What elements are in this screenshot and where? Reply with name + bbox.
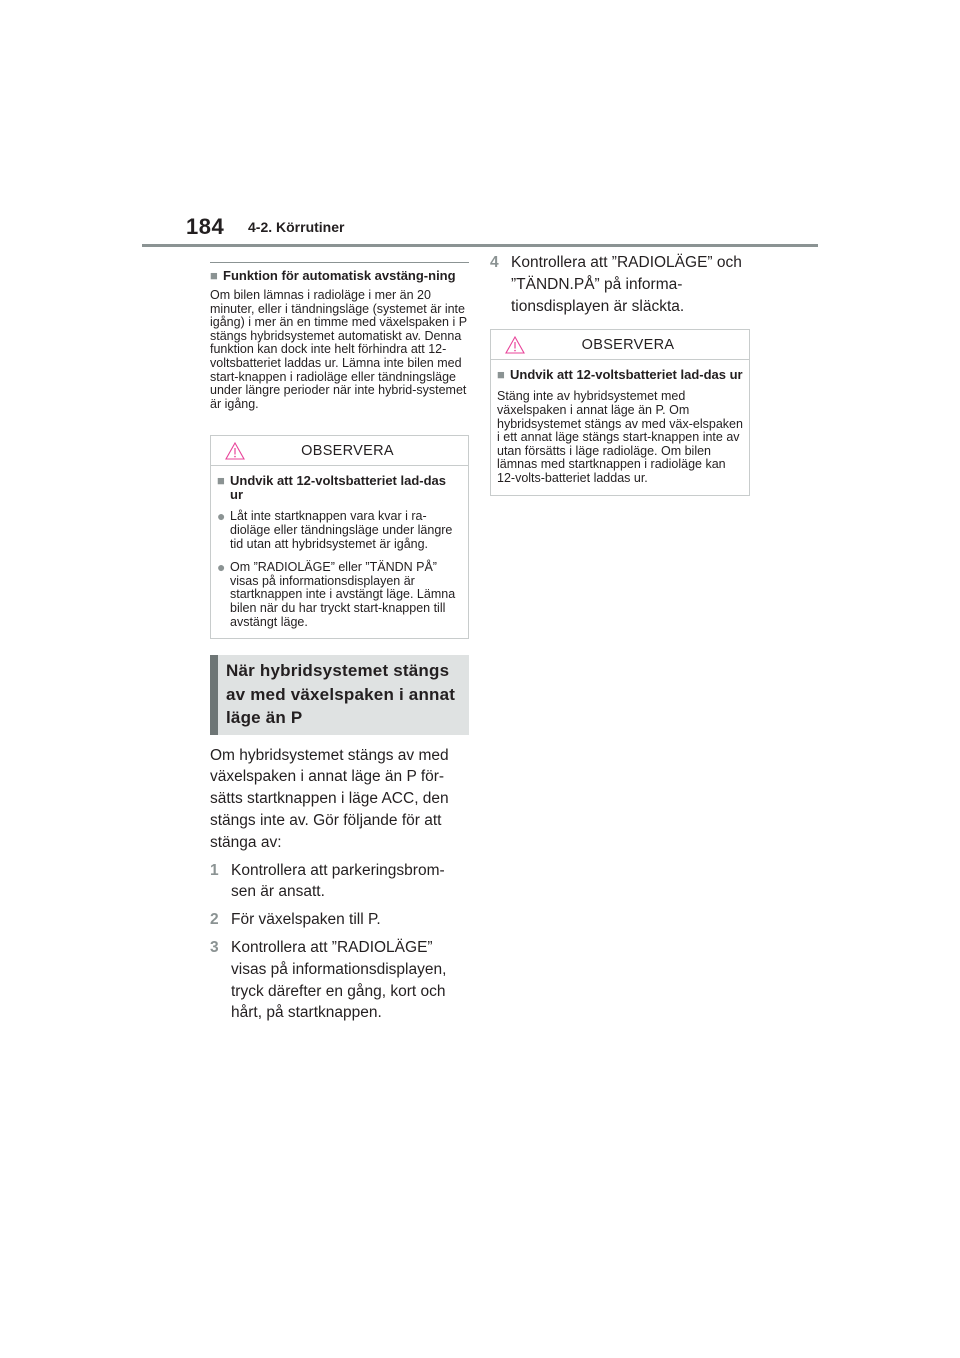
section-divider	[210, 262, 469, 263]
step-text: För växelspaken till P.	[231, 911, 381, 929]
step-item	[210, 860, 469, 904]
caution-box-right	[490, 329, 750, 495]
auto-off-heading	[210, 269, 469, 283]
square-bullet-icon: ■	[217, 473, 225, 489]
step-text: Kontrollera att parkeringsbrom-sen är ansatt.	[231, 861, 445, 901]
caution-label: OBSERVERA	[581, 336, 675, 353]
caution-header	[211, 436, 468, 466]
header-rule	[142, 244, 818, 247]
list-item-text: Om ”RADIOLÄGE” eller ”TÄNDN PÅ” visas på informationsdisplayen är startknappen inte i avstängt läge. Lämna bilen när du har tryckt start-knappen till avstängt läge.	[230, 560, 456, 629]
caution-header	[491, 330, 749, 360]
section-title-box	[210, 655, 469, 735]
caution-body	[491, 360, 749, 494]
step-number: 4	[490, 254, 499, 271]
caution-body	[211, 466, 468, 638]
left-column	[210, 262, 469, 1024]
square-bullet-icon: ■	[210, 268, 218, 283]
step-number: 1	[210, 861, 219, 879]
warning-triangle-icon	[225, 442, 245, 460]
caution-label: OBSERVERA	[301, 442, 394, 459]
auto-off-heading-text: Funktion för automatisk avstäng-ning	[223, 268, 456, 283]
step-number: 3	[210, 938, 219, 956]
step-number: 2	[210, 911, 219, 929]
caution-heading	[497, 368, 743, 382]
step-text: Kontrollera att ”RADIOLÄGE” visas på informationsdisplayen, tryck därefter en gång, kort och hårt, på startknappen.	[231, 938, 447, 1022]
step-text: Kontrollera att ”RADIOLÄGE” och ”TÄNDN.PÅ” på informa-tionsdisplayen är släckta.	[511, 254, 742, 315]
caution-heading	[217, 474, 462, 502]
caution-heading-text: Undvik att 12-voltsbatteriet lad-das ur	[230, 473, 446, 503]
page-number: 184	[186, 214, 225, 239]
round-bullet-icon: ●	[217, 508, 226, 525]
warning-triangle-icon	[505, 336, 525, 354]
caution-box-left	[210, 435, 469, 639]
intro-paragraph: Om hybridsystemet stängs av med växelspaken i annat läge än P för-sätts startknappen i läge ACC, den stängs inte av. Gör följande för att stänga av:	[210, 746, 449, 851]
auto-off-body: Om bilen lämnas i radioläge i mer än 20 minuter, eller i tändningsläge (systemet är inte igång) i mer än en timme med växelspaken i P stängs hybridsystemet automatiskt av. Denna funktion kan dock inte helt förhindra att 12-voltsbatteriet laddas ur. Lämna inte bilen med start-knappen i radioläge eller tändningsläge under längre perioder när inte hybrid-systemet är igång.	[210, 288, 467, 411]
section-title-bar	[210, 655, 218, 735]
step-item	[490, 252, 750, 317]
step-item	[210, 909, 469, 931]
chapter-title: 4-2. Körrutiner	[248, 219, 345, 235]
step-item	[210, 937, 469, 1024]
list-item	[217, 510, 462, 551]
round-bullet-icon: ●	[217, 559, 226, 576]
caution-heading-text: Undvik att 12-voltsbatteriet lad-das ur	[510, 367, 743, 383]
right-column	[490, 252, 750, 496]
list-item-text: Låt inte startknappen vara kvar i ra-dioläge eller tändningsläge under längre tid utan att hybridsystemet är igång.	[230, 509, 453, 551]
caution-text: Stäng inte av hybridsystemet med växelspaken i annat läge än P. Om hybridsystemet stängs av med väx-elspaken i ett annat läge stängs start-knappen inte av utan försätts i läge radioläge. Om bilen lämnas med startknappen i radioläge kan 12-volts-batteriet laddas ur.	[497, 389, 743, 485]
section-title: När hybridsystemet stängs av med växelspaken i annat läge än P	[226, 661, 456, 728]
square-bullet-icon: ■	[497, 367, 505, 383]
list-item	[217, 561, 462, 629]
